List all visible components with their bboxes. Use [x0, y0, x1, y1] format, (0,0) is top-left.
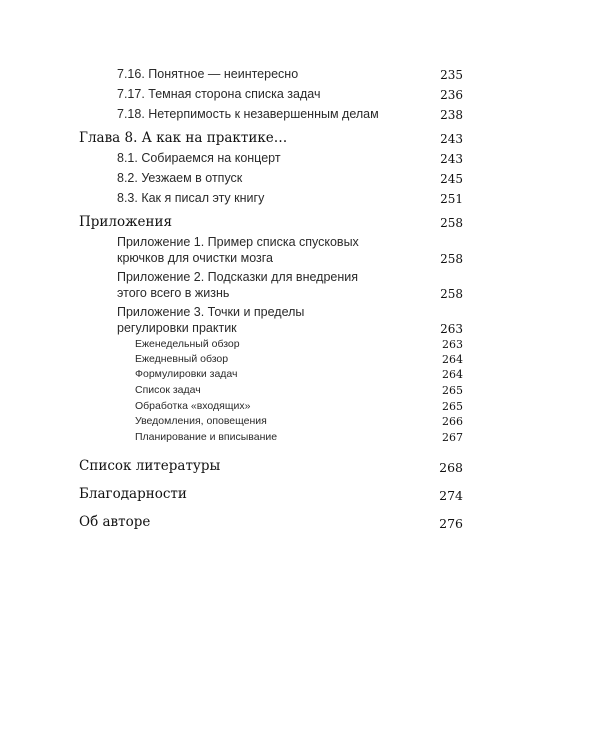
- toc-subentry-page: 265: [442, 384, 463, 397]
- toc-subentry-page: 263: [442, 338, 463, 351]
- toc-chapter-label: Глава 8. А как на практике…: [79, 130, 288, 146]
- toc-entry-label-line2: регулировки практик: [117, 321, 237, 335]
- toc-subentry-label: Формулировки задач: [135, 368, 238, 380]
- toc-entry-page: 245: [440, 172, 463, 186]
- toc-subentry-label: Планирование и вписывание: [135, 431, 278, 443]
- toc-entry-label-line2: крючков для очистки мозга: [117, 251, 273, 265]
- toc-entry-label: 8.3. Как я писал эту книгу: [117, 191, 265, 205]
- toc-subentry-page: 266: [442, 415, 463, 428]
- toc-subentry-page: 267: [442, 431, 463, 444]
- toc-entry-page: 263: [440, 322, 463, 336]
- toc-subentry-label: Ежедневный обзор: [135, 353, 229, 365]
- toc-chapter-label: Благодарности: [79, 486, 187, 502]
- toc-subentry-label: Обработка «входящих»: [135, 400, 251, 412]
- toc-entry-page: 238: [440, 108, 463, 122]
- toc-entry-page: 258: [440, 287, 463, 301]
- toc-entry-page: 251: [440, 192, 463, 206]
- toc-subentry-label: Еженедельный обзор: [135, 338, 240, 350]
- toc-subentry-page: 264: [442, 368, 463, 381]
- toc-chapter-label: Об авторе: [79, 514, 151, 530]
- toc-subentry-label: Список задач: [135, 384, 201, 396]
- toc-entry-label: 7.16. Понятное — неинтересно: [117, 67, 299, 81]
- toc-chapter-page: 274: [439, 488, 463, 503]
- toc-subentry-page: 265: [442, 400, 463, 413]
- toc-entry-page: 235: [440, 68, 463, 82]
- toc-chapter-page: 268: [439, 460, 463, 475]
- toc-entry-label: 7.17. Темная сторона списка задач: [117, 87, 321, 101]
- toc-entry-label-line1: Приложение 1. Пример списка спусковых: [117, 235, 359, 249]
- toc-chapter-label: Список литературы: [79, 458, 221, 474]
- toc-entry-label-line1: Приложение 2. Подсказки для внедрения: [117, 270, 359, 284]
- toc-chapter-page: 276: [439, 516, 463, 531]
- toc-entry-page: 258: [440, 252, 463, 266]
- toc-entry-label: 8.2. Уезжаем в отпуск: [117, 171, 243, 185]
- toc-subentry-page: 264: [442, 353, 463, 366]
- toc-chapter-label: Приложения: [79, 214, 173, 230]
- toc-entry-label-line2: этого всего в жизнь: [117, 286, 230, 300]
- toc-entry-label: 8.1. Собираемся на концерт: [117, 151, 281, 165]
- toc-chapter-page: 243: [440, 132, 463, 146]
- toc-entry-page: 243: [440, 152, 463, 166]
- toc-entry-label: 7.18. Нетерпимость к незавершенным делам: [117, 107, 379, 121]
- toc-entry-page: 236: [440, 88, 463, 102]
- toc-entry-label-line1: Приложение 3. Точки и пределы: [117, 305, 305, 319]
- toc-subentry-label: Уведомления, оповещения: [135, 415, 267, 427]
- toc-chapter-page: 258: [440, 216, 463, 230]
